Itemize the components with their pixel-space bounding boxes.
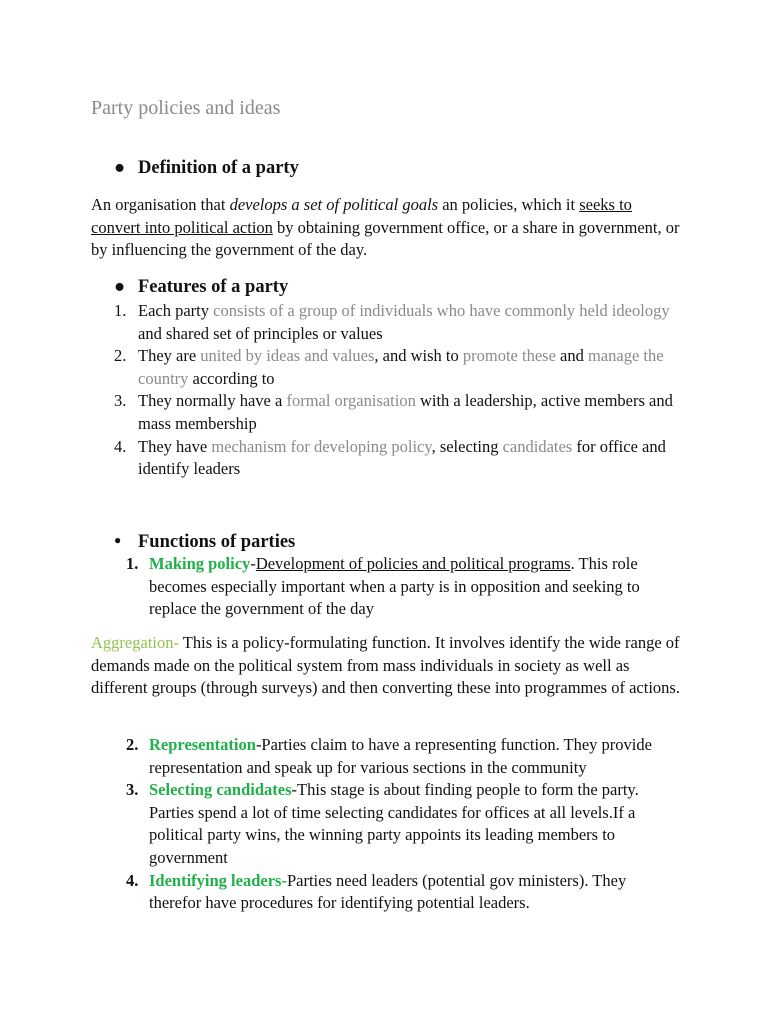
definition-text: An organisation that	[91, 195, 230, 214]
list-highlight: candidates	[502, 436, 573, 456]
list-text: They are	[138, 346, 201, 366]
page-title: Party policies and ideas	[91, 97, 281, 119]
list-item	[126, 779, 666, 869]
list-text: for office and identify leaders	[138, 436, 666, 479]
function-label: Representation	[149, 735, 256, 754]
features-heading	[114, 276, 288, 299]
list-text: -Parties claim to have a representing function. They provide representation and speak up for various sections in the community	[149, 735, 652, 777]
aggregation-text: This is a policy-formulating function. It involves identify the wide range of demands made on the political system from mass individuals in society as well as different groups (through surveys) and then converting these into programmes of actions.	[91, 633, 680, 698]
list-item	[114, 300, 674, 345]
list-item	[114, 436, 674, 481]
functions-list-part1	[126, 553, 666, 621]
functions-heading-text: Functions of parties	[138, 532, 296, 552]
list-text: Parties need leaders (potential gov ministers). They therefor have procedures for identifying potential leaders.	[149, 870, 627, 913]
list-text: , selecting	[431, 436, 503, 456]
functions-heading	[114, 529, 295, 554]
list-item	[114, 345, 674, 390]
definition-heading-text: Definition of a party	[138, 158, 299, 178]
list-text: -This stage is about finding people to form the party. Parties spend a lot of time selecting candidates for offices at all levels.If a political party wins, the winning party appoints its leading members to government	[149, 780, 639, 867]
list-number: 3.	[114, 391, 127, 411]
list-number: 3.	[126, 780, 139, 800]
aggregation-label: Aggregation-	[91, 633, 179, 652]
list-number: 4.	[126, 870, 139, 890]
list-text: They have	[138, 436, 212, 456]
function-label: Making policy	[149, 554, 251, 573]
list-item	[126, 734, 666, 779]
list-number: 1.	[114, 301, 127, 320]
list-item	[126, 870, 666, 915]
list-text: They normally have a	[138, 391, 287, 411]
definition-text: an policies, which it	[438, 195, 580, 214]
function-label: Identifying leaders-	[149, 870, 287, 890]
list-highlight: mechanism for developing policy	[211, 436, 432, 456]
list-number: 4.	[114, 436, 127, 456]
list-highlight: united by ideas and values	[200, 346, 375, 366]
list-number: 1.	[126, 554, 139, 573]
list-text: according to	[188, 368, 275, 388]
bullet-icon: ●	[114, 158, 126, 178]
list-underlined-text: Development of policies and political programs	[255, 554, 571, 573]
list-highlight: formal organisation	[286, 391, 416, 411]
definition-underlined-text: seeks to convert into political action	[91, 195, 632, 237]
functions-list-part2	[126, 734, 666, 915]
list-item	[126, 553, 666, 621]
definition-italic-text: develops a set of political goals	[229, 195, 439, 214]
list-text: Each party	[138, 301, 214, 320]
definition-paragraph	[91, 194, 681, 262]
list-number: 2.	[114, 346, 127, 366]
list-text: -	[250, 554, 256, 573]
list-highlight: promote these	[462, 346, 556, 366]
list-text: . This role becomes especially important when a party is in opposition and seeking to replace the government of the day	[149, 554, 640, 619]
function-label: Selecting candidates	[149, 780, 292, 800]
list-highlight: consists of a group of individuals who have commonly held ideology	[213, 301, 670, 320]
list-number: 2.	[126, 735, 139, 754]
list-text: and shared set of principles or values	[138, 323, 383, 343]
list-text: , and wish to	[374, 346, 463, 366]
aggregation-paragraph	[91, 632, 681, 700]
list-highlight: manage the country	[138, 346, 664, 388]
features-heading-text: Features of a party	[138, 277, 289, 297]
list-item	[114, 390, 674, 435]
list-text: and	[555, 346, 588, 366]
list-text: with a leadership, active members and mass membership	[138, 391, 673, 433]
definition-text: by obtaining government office, or a share in government, or by influencing the government of the day.	[91, 217, 680, 260]
features-list	[114, 300, 674, 481]
definition-heading	[114, 157, 299, 180]
bullet-icon: ●	[114, 277, 126, 297]
bullet-icon: ●	[114, 533, 122, 547]
